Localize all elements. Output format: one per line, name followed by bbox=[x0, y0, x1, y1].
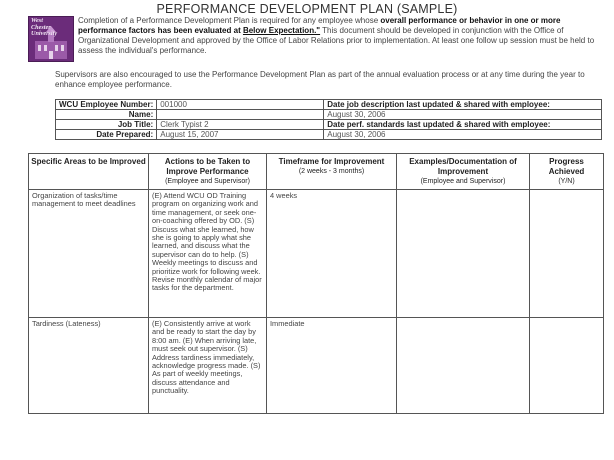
table-header-row bbox=[29, 154, 604, 190]
info-value: August 15, 2007 bbox=[157, 130, 324, 140]
header-progress bbox=[530, 154, 604, 190]
info-right-value: August 30, 2006 bbox=[324, 110, 602, 120]
logo-line-3: University bbox=[31, 30, 58, 38]
supervisor-paragraph: Supervisors are also encouraged to use the Performance Development Plan as part of the annual evaluation process or at any time during the year to enhance employee performance. bbox=[55, 70, 585, 89]
header-title: Timeframe for Improvement bbox=[278, 157, 385, 166]
header-sub: (2 weeks - 3 months) bbox=[298, 168, 365, 175]
intro-text-2: This document should be developed in conjunction with the Office of Organizational Development and approved by the Office of Labor Relations prior to implementation. At least one follow up session must be held to assess the individual's performance. bbox=[78, 26, 595, 55]
logo-line-1: West bbox=[31, 17, 43, 24]
intro-paragraph bbox=[78, 16, 596, 56]
area-cell: Tardiness (Lateness) bbox=[29, 318, 149, 414]
info-right-label: Date perf. standards last updated & shared with employee: bbox=[324, 120, 602, 130]
university-logo bbox=[28, 16, 74, 62]
info-row bbox=[56, 110, 602, 120]
info-right-value: August 30, 2006 bbox=[324, 130, 602, 140]
actions-cell: (E) Consistently arrive at work and be ready to start the day by 8:00 am. (E) When arriving late, must seek out supervisor. (S) Address tardiness immediately, acknowledge progress made. (S) As part of weekly meetings, discuss attendance and punctuality. bbox=[149, 318, 267, 414]
header-examples bbox=[397, 154, 530, 190]
header-timeframe bbox=[267, 154, 397, 190]
header-title: Specific Areas to be Improved bbox=[31, 157, 146, 166]
header-areas bbox=[29, 154, 149, 190]
info-label: Job Title: bbox=[56, 120, 157, 130]
header-sub: (Employee and Supervisor) bbox=[420, 178, 506, 185]
info-right-label: Date job description last updated & shared with employee: bbox=[324, 100, 602, 110]
table-row bbox=[29, 190, 604, 318]
info-label: WCU Employee Number: bbox=[56, 100, 157, 110]
employee-info-table bbox=[55, 99, 602, 140]
info-label: Date Prepared: bbox=[56, 130, 157, 140]
info-row bbox=[56, 120, 602, 130]
intro-bold: overall performance or behavior in one or more performance factors has been evaluated at bbox=[78, 16, 561, 35]
header-sub: (Y/N) bbox=[558, 178, 575, 185]
intro-text-1: Completion of a Performance Development Plan is required for any employee whose bbox=[78, 16, 381, 25]
logo-line-2: Chester bbox=[31, 23, 51, 31]
area-cell: Organization of tasks/time management to meet deadlines bbox=[29, 190, 149, 318]
info-value: Clerk Typist 2 bbox=[157, 120, 324, 130]
progress-cell bbox=[530, 318, 604, 414]
header-actions bbox=[149, 154, 267, 190]
intro-underline: Below Expectation." bbox=[242, 26, 321, 35]
timeframe-cell: Immediate bbox=[267, 318, 397, 414]
examples-cell bbox=[397, 318, 530, 414]
timeframe-cell: 4 weeks bbox=[267, 190, 397, 318]
header-sub: (Employee and Supervisor) bbox=[165, 178, 250, 185]
improvement-plan-table bbox=[28, 153, 604, 414]
info-label: Name: bbox=[56, 110, 157, 120]
info-value bbox=[157, 110, 324, 120]
progress-cell bbox=[530, 190, 604, 318]
info-row bbox=[56, 100, 602, 110]
page-title: PERFORMANCE DEVELOPMENT PLAN (SAMPLE) bbox=[156, 2, 458, 16]
examples-cell bbox=[397, 190, 530, 318]
table-row bbox=[29, 318, 604, 414]
info-row bbox=[56, 130, 602, 140]
header-title: Examples/Documentation of Improvement bbox=[409, 157, 517, 176]
actions-cell: (E) Attend WCU OD Training program on organizing work and time management, or seek one-on-coaching offered by OD. (S) Discuss what she learned, how she is going to apply what she learned, and discuss what the supervisor can do to help. (S) Weekly meetings to discuss and prioritize work for following week. Revise monthly calendar of major tasks for the department. bbox=[149, 190, 267, 318]
header-title: Progress Achieved bbox=[548, 157, 585, 176]
info-value: 001000 bbox=[157, 100, 324, 110]
header-title: Actions to be Taken to Improve Performance bbox=[164, 157, 251, 176]
